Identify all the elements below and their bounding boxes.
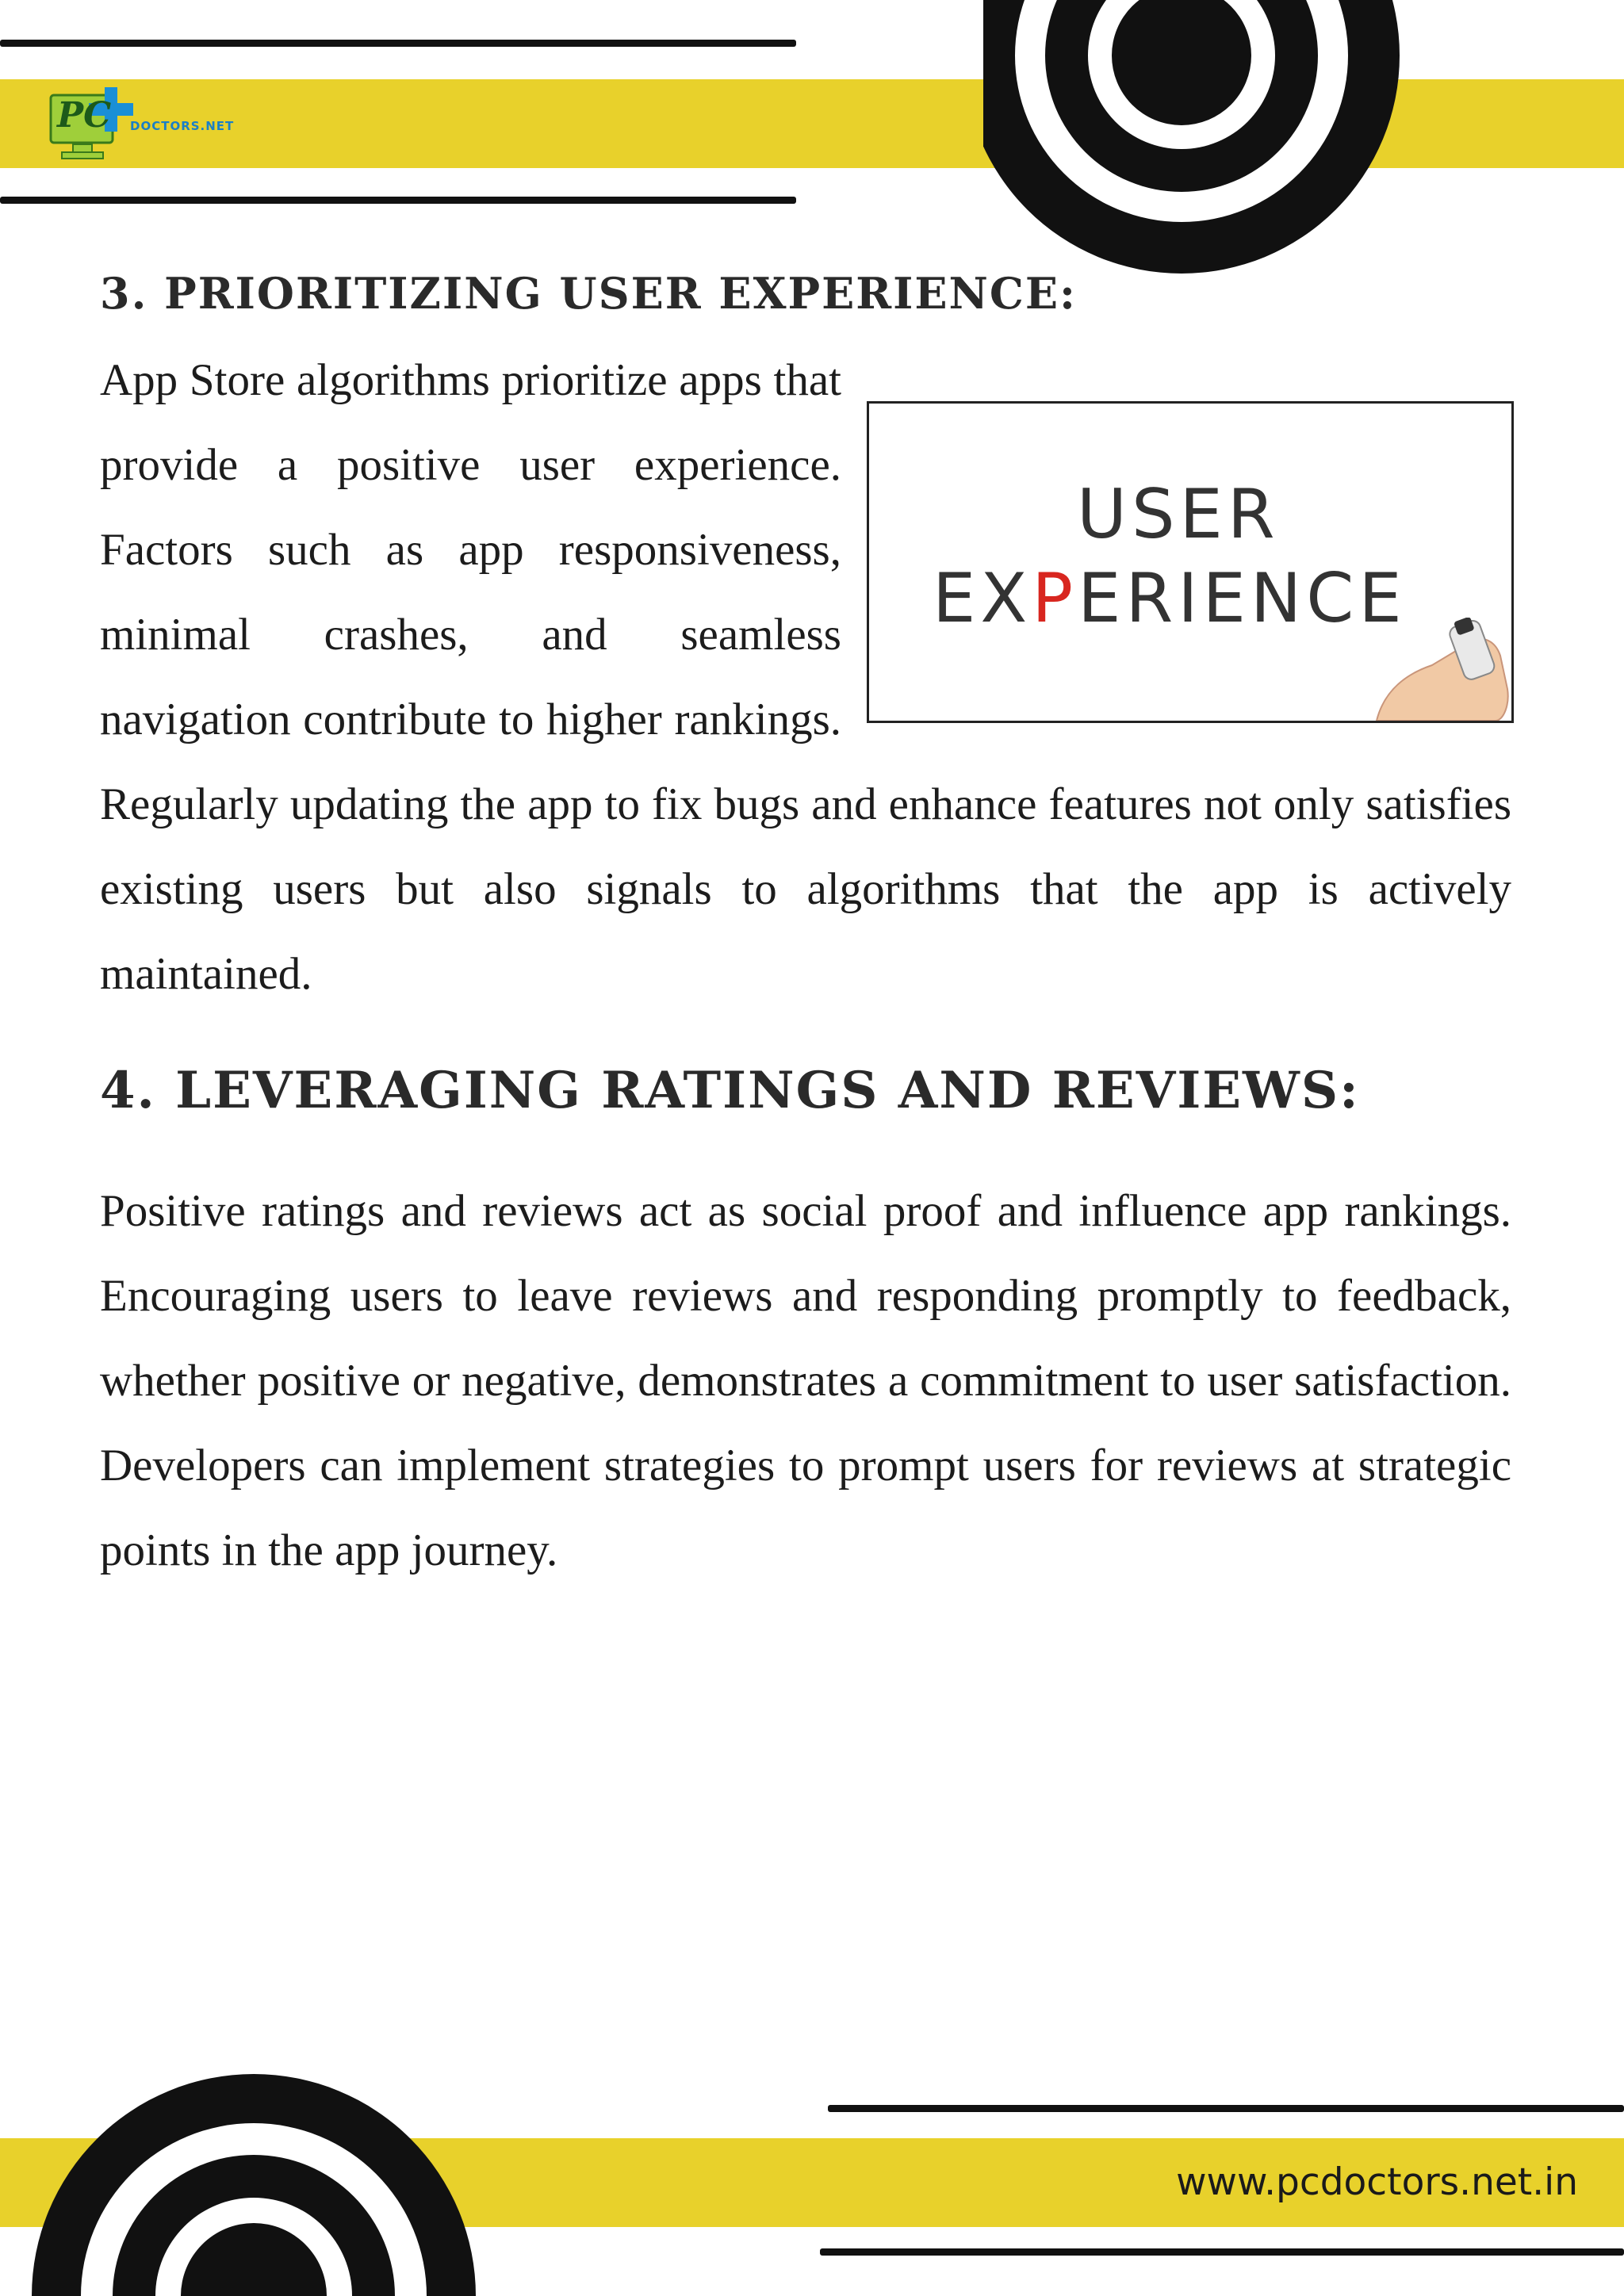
concentric-circles-top — [983, 0, 1427, 301]
footer-bottom-line — [820, 2248, 1624, 2256]
user-experience-image — [867, 401, 1514, 723]
concentric-circles-bottom — [0, 2030, 508, 2296]
logo-letters: PC — [57, 95, 112, 136]
website-link[interactable]: www.pcdoctors.net.in — [1176, 2160, 1578, 2204]
section-paragraph-ratings-reviews: Positive ratings and reviews act as social proof and influence app rankings. Encouraging users to leave reviews and responding promptly to feedback, whether positive or negative, demonstrates a commitment to user satisfaction. Developers can implement strategies to prompt users for reviews at strategic points in the app journey. — [100, 1186, 1511, 1575]
footer-top-line — [828, 2105, 1624, 2112]
section-heading-ratings-reviews: 4. LEVERAGING RATINGS AND REVIEWS: — [100, 1061, 1360, 1120]
ux-experience-part1: EX — [933, 559, 1032, 638]
header-bottom-line — [0, 197, 796, 204]
ux-experience-part3: ERIENCE — [1078, 559, 1407, 638]
logo-wordmark: DOCTORS.NET — [130, 119, 235, 133]
ux-experience-part2: P — [1032, 559, 1078, 638]
hand-with-marker-icon — [1345, 618, 1511, 721]
pcdoctors-logo[interactable] — [46, 84, 284, 166]
header-top-line — [0, 40, 796, 47]
ux-word-user: USER — [1077, 475, 1280, 554]
ux-word-experience — [933, 559, 1407, 638]
section-heading-user-experience: 3. PRIORITIZING USER EXPERIENCE: — [100, 268, 1077, 319]
section-paragraph-user-experience: App Store algorithms prioritize apps that provide a positive user experience. Factors such as app responsiveness, minimal crashes, and seamless navigation contribute to higher rankings. Regularly updating the app to fix bugs and enhance features not only satisfies existing users but also signals to algorithms that the app is actively maintained. — [100, 338, 1511, 1016]
